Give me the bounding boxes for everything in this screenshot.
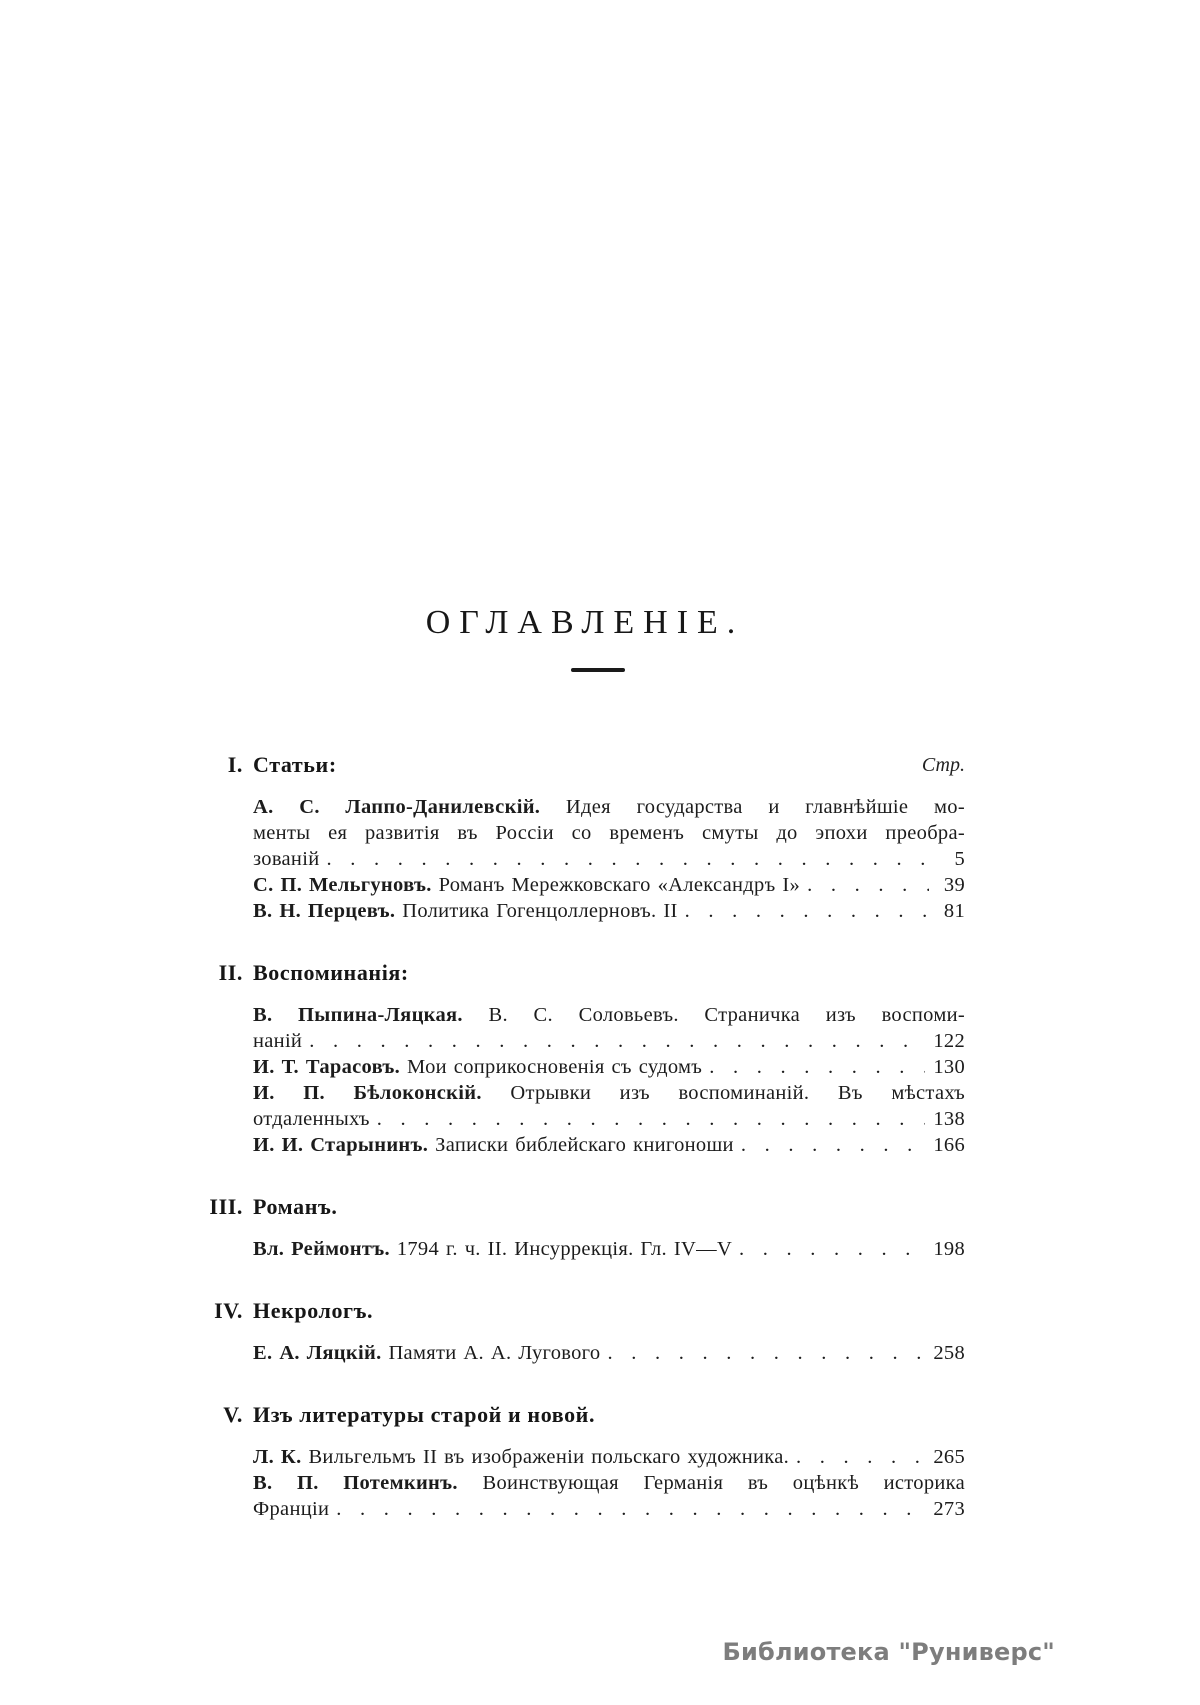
toc-entry [253,1340,965,1366]
entry-last-text: зованій [253,848,320,870]
runivers-library-watermark: Библиотека "Руниверс" [722,1638,1055,1666]
entry-author: С. П. Мельгуновъ. [253,874,432,896]
section-label: Изъ литературы старой и новой. [253,1402,596,1427]
entry-page-number: 138 [933,1108,965,1130]
toc-entry [253,1054,965,1080]
entry-page-number: 198 [933,1238,965,1260]
section-heading [205,750,965,780]
section-heading-row [218,958,965,988]
toc-section-articles [227,750,965,924]
title-divider [571,668,625,672]
entry-page-number: 130 [933,1056,965,1078]
dot-leader [377,1106,926,1132]
toc-entry [253,1236,965,1262]
toc-entry [253,898,965,924]
entry-author: Л. К. [253,1446,302,1468]
entry-author: И. Т. Тарасовъ. [253,1056,401,1078]
section-heading [205,1296,965,1326]
entry-title-text: Отрывки изъ воспоминаній. Въ мѣстахъ [510,1082,966,1104]
dot-leader [741,1132,926,1158]
entry-title-text: Записки библейскаго книгоноши [435,1134,734,1156]
section-number: I. [227,752,243,777]
entry-last-text: Франціи [253,1498,330,1520]
toc-section-obituary [214,1296,965,1366]
section-heading-row [223,1400,965,1430]
entry-author: В. П. Потемкинъ. [253,1472,458,1494]
entry-page-number: 39 [943,874,965,896]
section-heading [205,1192,965,1222]
section-number: V. [223,1402,243,1427]
toc-section-novel [209,1192,965,1262]
entry-author: В. Н. Перцевъ. [253,900,396,922]
entry-title-text: Памяти А. А. Лугового [388,1342,601,1364]
toc-entry [253,1080,965,1132]
entry-title-text: Идея государства и главнѣйшіе мо- [565,796,965,818]
toc-entry [253,794,965,872]
section-number: III. [209,1194,243,1219]
entry-title-text: Вильгельмъ II въ изображеніи польскаго художника. [308,1446,790,1468]
section-label: Романъ. [253,1194,338,1219]
toc-entry [253,1002,965,1054]
section-heading-row [227,750,965,780]
section-number: IV. [214,1298,243,1323]
entry-title-text: В. С. Соловьевъ. Страничка изъ воспоми- [488,1004,965,1026]
entry-author: Е. А. Ляцкій. [253,1342,382,1364]
page-column-label: Стр. [921,754,965,776]
page-title: ОГЛАВЛЕНІЕ. [425,604,745,641]
entry-title-text: Политика Гогенцоллерновъ. II [402,900,678,922]
entry-title-text: 1794 г. ч. II. Инсуррекція. Гл. IV—V [396,1238,733,1260]
entry-author: И. П. Бѣлоконскій. [253,1082,482,1104]
toc-entry [253,1444,965,1470]
entry-last-text: отдаленныхъ [253,1108,370,1130]
entry-page-number: 81 [943,900,965,922]
entry-page-number: 273 [933,1498,965,1520]
entry-title-text: Романъ Мережковскаго «Александръ I» [438,874,801,896]
entry-page-number: 258 [933,1342,965,1364]
dot-leader [326,846,929,872]
dot-leader [796,1444,925,1470]
entry-title-text: Воинствующая Германія въ оцѣнкѣ историка [482,1472,965,1494]
toc-entry [253,1132,965,1158]
entry-page-number: 265 [933,1446,965,1468]
table-of-contents [209,604,966,1522]
entry-last-text: наній [253,1030,303,1052]
toc-entry [253,1470,965,1522]
dot-leader [607,1340,925,1366]
section-number: II. [218,960,243,985]
dot-leader [739,1236,925,1262]
dot-leader [309,1028,925,1054]
dot-leader [807,872,929,898]
entry-title-text: Мои соприкосновенія съ судомъ [407,1056,703,1078]
section-heading [205,1400,965,1430]
entry-page-number: 122 [933,1030,965,1052]
dot-leader [685,898,929,924]
section-label: Воспоминанія: [253,960,409,985]
section-heading [205,958,965,988]
entry-continuation: менты ея развитія въ Россіи со временъ смуты до эпохи преобра- [253,822,965,844]
entry-page-number: 5 [954,848,965,870]
section-heading-row [209,1192,965,1222]
toc-entry [253,872,965,898]
section-heading-row [214,1296,965,1326]
entry-author: И. И. Старынинъ. [253,1134,429,1156]
toc-section-literature [223,1400,965,1522]
entry-page-number: 166 [933,1134,965,1156]
entry-author: А. С. Лаппо-Данилевскій. [253,796,541,818]
section-label: Некрологъ. [253,1298,374,1323]
dot-leader [336,1496,925,1522]
toc-section-memoirs [218,958,966,1158]
entry-author: В. Пыпина-Ляцкая. [253,1004,463,1026]
dot-leader [709,1054,925,1080]
entry-author: Вл. Реймонтъ. [253,1238,390,1260]
section-label: Статьи: [253,752,337,777]
